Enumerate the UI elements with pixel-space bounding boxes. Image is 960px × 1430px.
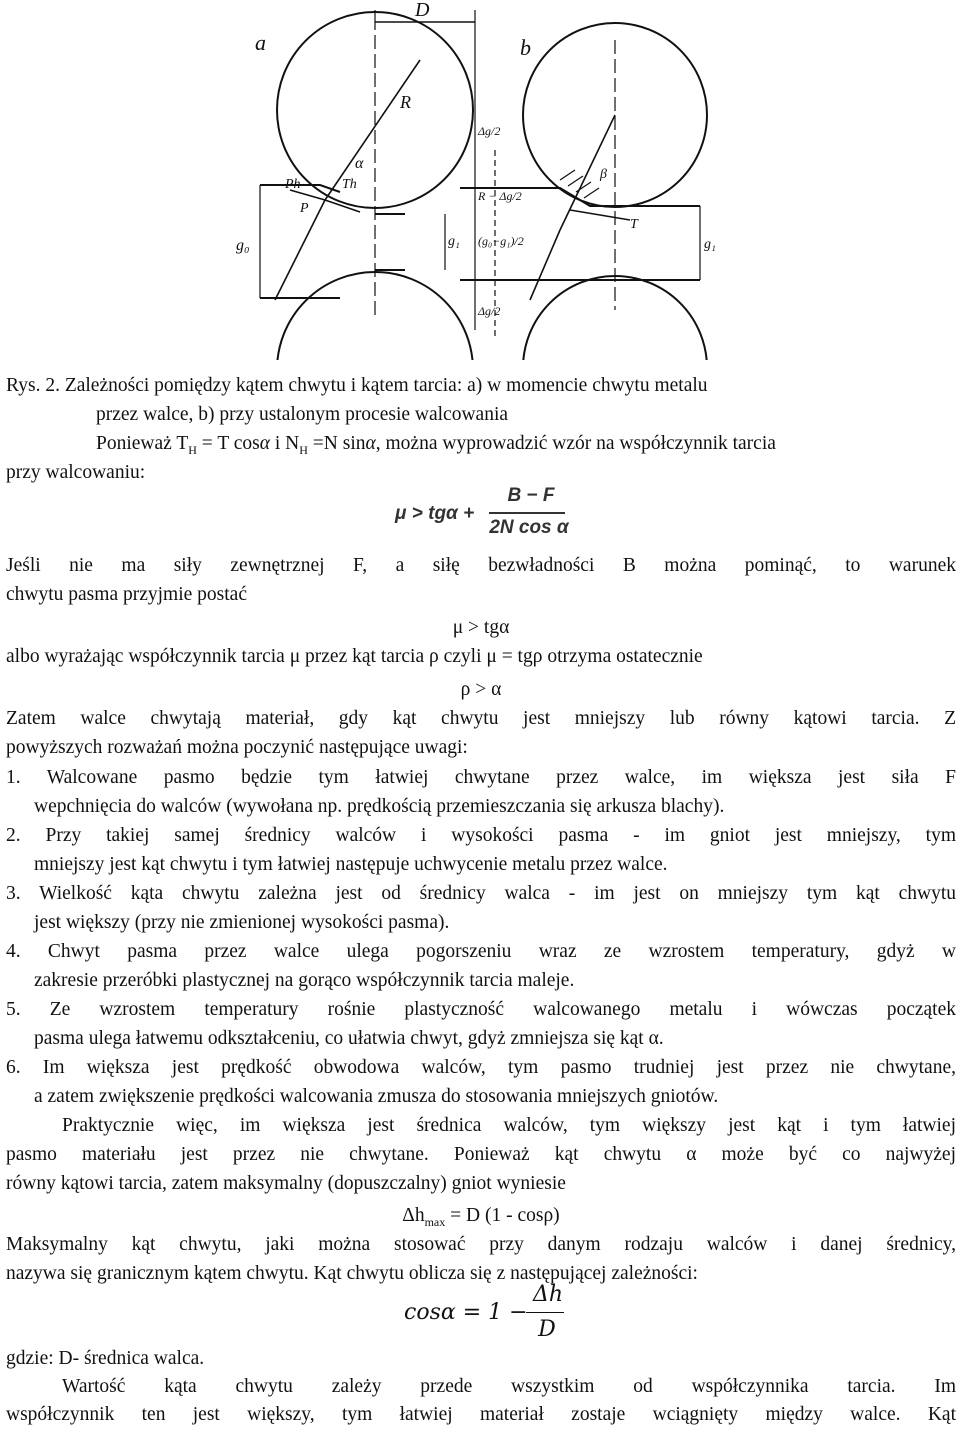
text-line28: Maksymalny kąt chwytu, jaki można stosować przy danym rodzaju walców i danej średnicy, [6, 1234, 956, 1255]
text-line10: Zatem walce chwytają materiał, gdy kąt chwytu jest mniejszy lub równy kątowi tarcia. Z [6, 708, 956, 729]
formula-mu-den: 2N cos α [489, 517, 569, 538]
formula-cos-num: Δh [532, 1282, 564, 1307]
list-item-2a: 2. Przy takiej samej średnicy walców i wysokości pasma - im gniot jest mniejszy, tym [6, 825, 956, 846]
label-a: a [255, 30, 266, 55]
label-alpha: α [355, 155, 364, 172]
formula-mu [395, 485, 575, 545]
caption-line2: przez walce, b) przy ustalonym procesie walcowania [96, 404, 509, 425]
text-line4: przy walcowaniu: [6, 462, 146, 483]
label-R: R [400, 92, 411, 112]
list-item-6a: 6. Im większa jest prędkość obwodowa walców, tym pasmo trudniej jest przez nie chwytane, [6, 1057, 956, 1078]
formula-cos [404, 1282, 564, 1352]
formula-mu-bar [489, 512, 565, 514]
caption-line1: Rys. 2. Zależności pomiędzy kątem chwytu i kątem tarcia: a) w momencie chwytu metalu [6, 375, 708, 396]
text-line32: współczynnik ten jest większy, tym łatwiej materiał zostaje wciągnięty między walce. Kąt [6, 1404, 956, 1425]
label-D: D [415, 0, 430, 21]
text-line30: gdzie: D- średnica walca. [6, 1348, 205, 1369]
label-dg2: Δg/2 [478, 124, 501, 138]
list-item-1b: wepchnięcia do walców (wywołana np. prędkością przemieszczania się arkusza blachy). [34, 796, 725, 817]
formula-rho-alpha: ρ > α [460, 679, 502, 700]
text-line3: Ponieważ $T_H = T$ cosα i $N_H =N$ sinα, można wyprowadzić wzór na współczynnik tarcia [96, 433, 776, 457]
list-item-5a: 5. Ze wzrostem temperatury rośnie plastyczność walcowanego metalu i wówczas początek [6, 999, 956, 1020]
text-line6: chwytu pasma przyjmie postać [6, 584, 247, 605]
text-line5: Jeśli nie ma siły zewnętrznej F, a siłę bezwładności B można pominąć, to warunek [6, 555, 956, 576]
label-beta: β [600, 167, 607, 182]
text-line29: nazywa się granicznym kątem chwytu. Kąt chwytu oblicza się z następującej zależności: [6, 1263, 698, 1284]
label-g1-b: g₁ [704, 237, 716, 252]
text-line11: powyższych rozważań można poczynić następujące uwagi: [6, 737, 468, 758]
label-P: P [300, 201, 309, 216]
formula-cos-bar [526, 1312, 564, 1313]
formula-mu-lhs: μ > tgα + [395, 503, 475, 524]
text-line26: równy kątowi tarcia, zatem maksymalny (dopuszczalny) gniot wyniesie [6, 1173, 566, 1194]
list-item-5b: pasma ulega łatwemu odkształceniu, co ułatwia chwyt, gdyż zmniejsza się kąt α. [34, 1028, 664, 1049]
rolling-diagram [230, 0, 730, 360]
formula-cos-den: D [538, 1317, 556, 1342]
label-Ph: Ph [285, 177, 301, 192]
text-line25: pasmo materiału jest przez nie chwytane. Ponieważ kąt chwytu α może być co najwyżej [6, 1144, 956, 1165]
text-line31: Wartość kąta chwytu zależy przede wszystkim od współczynnika tarcia. Im [62, 1376, 956, 1397]
label-b: b [520, 35, 531, 60]
label-R-dg2: R − Δg/2 [478, 189, 522, 203]
label-dg2-b: Δg/2 [478, 304, 501, 318]
formula-mu-tg: μ > tgα [452, 617, 510, 638]
label-g0g1: (g₀−g₁)/2 [478, 234, 524, 248]
rolling-diagram-svg [230, 0, 730, 360]
formula-cos-lhs: cosα = 1 − [404, 1300, 528, 1325]
text-line24: Praktycznie więc, im większa jest średnica walców, tym większy jest kąt i tym łatwiej [62, 1115, 956, 1136]
label-g1: g₁ [448, 234, 460, 249]
label-g0: g₀ [236, 237, 250, 254]
list-item-6b: a zatem zwiększenie prędkości walcowania zmusza do stosowania mniejszych gniotów. [34, 1086, 719, 1107]
list-item-1a: 1. Walcowane pasmo będzie tym łatwiej chwytane przez walce, im większa jest siła F [6, 767, 956, 788]
list-item-4a: 4. Chwyt pasma przez walce ulega pogorszeniu wraz ze wzrostem temperatury, gdyż w [6, 941, 956, 962]
list-item-3b: jest większy (przy nie zmienionej wysokości pasma). [34, 912, 450, 933]
text-line8: albo wyrażając współczynnik tarcia μ przez kąt tarcia ρ czyli μ = tgρ otrzyma ostatecznie [6, 646, 703, 667]
list-item-4b: zakresie przeróbki plastycznej na gorąco współczynnik tarcia maleje. [34, 970, 575, 991]
list-item-2b: mniejszy jest kąt chwytu i tym łatwiej następuje uchwycenie metalu przez walce. [34, 854, 668, 875]
list-item-3a: 3. Wielkość kąta chwytu zależna jest od średnicy walca - im jest on mniejszy tym kąt chwytu [6, 883, 956, 904]
label-T: T [630, 217, 638, 232]
formula-hmax: $\Delta h_{max} = D$ (1 - cosρ) [402, 1205, 560, 1229]
label-Th: Th [342, 177, 357, 192]
formula-mu-num: B − F [507, 485, 555, 506]
